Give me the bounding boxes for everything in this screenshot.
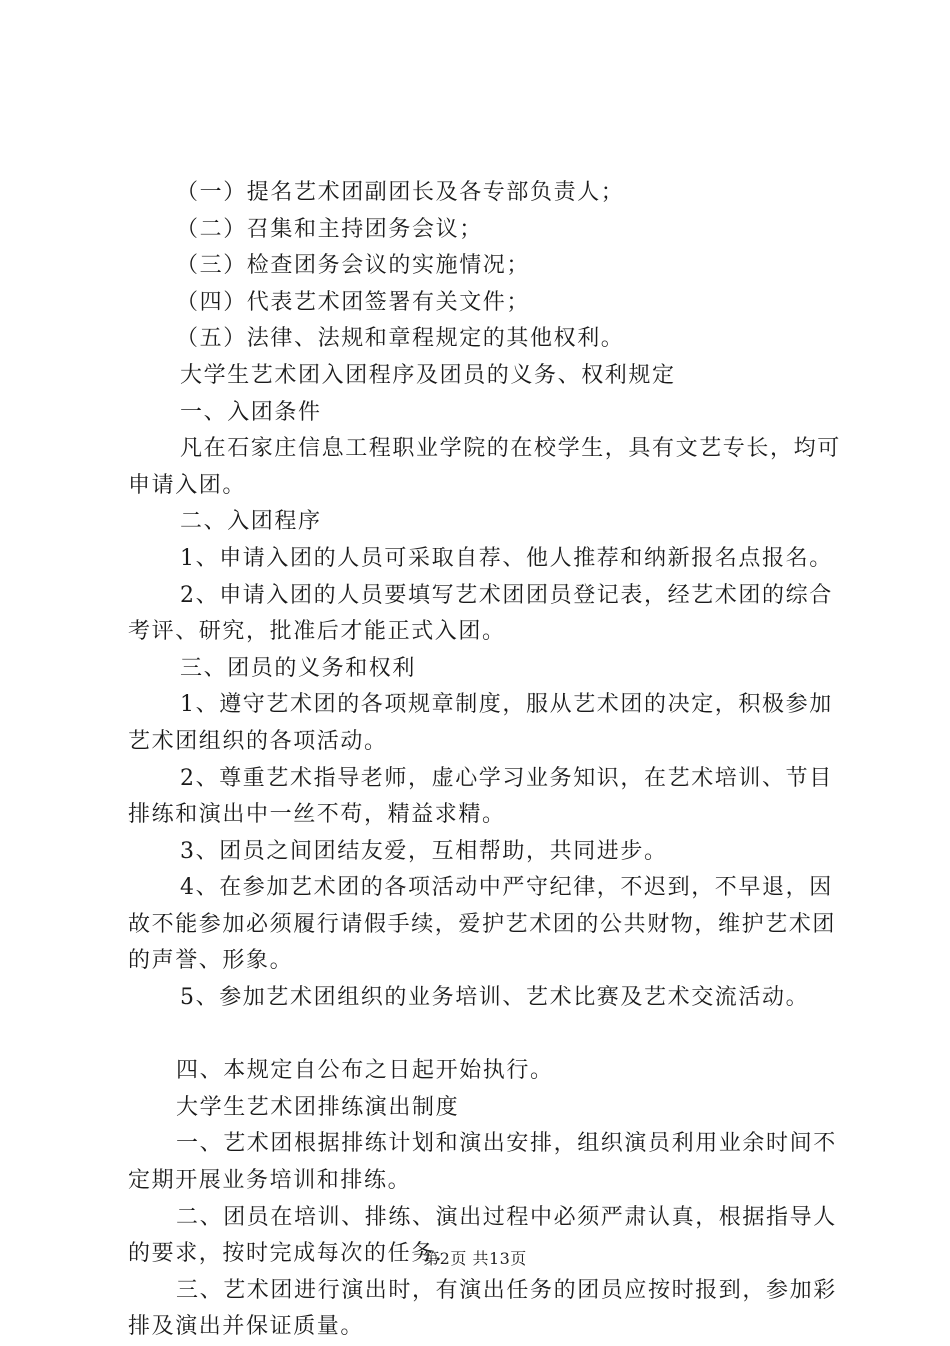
paragraph-duty-5: 5、参加艺术团组织的业务培训、艺术比赛及艺术交流活动。: [180, 985, 810, 1011]
section-heading-rehearsal: 大学生艺术团排练演出制度: [176, 1094, 460, 1120]
section-heading-admission: 大学生艺术团入团程序及团员的义务、权利规定: [180, 362, 676, 388]
paragraph-heading-duties: 三、团员的义务和权利: [180, 655, 417, 681]
paragraph-duty-4: 4、在参加艺术团的各项活动中严守纪律，不迟到，不早退，因故不能参加必须履行请假手续，爱护艺术团的公共财物，维护艺术团的声誉、形象。: [128, 875, 837, 974]
document-body: [128, 175, 853, 1346]
paragraph-item-4: （四）代表艺术团签署有关文件；: [176, 289, 531, 315]
paragraph-duty-3: 3、团员之间团结友爱，互相帮助，共同进步。: [180, 838, 668, 864]
paragraph-rehearsal-1: 一、艺术团根据排练计划和演出安排，组织演员利用业余时间不定期开展业务培训和排练。: [128, 1131, 837, 1194]
paragraph-item-1: （一）提名艺术团副团长及各专部负责人；: [176, 180, 625, 205]
paragraph-duty-2: 2、尊重艺术指导老师，虚心学习业务知识，在艺术培训、节目排练和演出中一丝不苟，精益求精。: [128, 765, 833, 828]
paragraph-item-3: （三）检查团务会议的实施情况；: [176, 253, 531, 279]
page-number-footer: 第2页 共13页: [423, 1249, 527, 1268]
paragraph-heading-conditions: 一、入团条件: [180, 399, 322, 425]
paragraph-item-5: （五）法律、法规和章程规定的其他权利。: [176, 326, 625, 352]
paragraph-conditions: 凡在石家庄信息工程职业学院的在校学生，具有文艺专长，均可申请入团。: [128, 436, 841, 498]
blank-line: [128, 1017, 853, 1054]
paragraph-procedure-2: 2、申请入团的人员要填写艺术团团员登记表，经艺术团的综合考评、研究，批准后才能正式入团。: [128, 582, 833, 645]
paragraph-item-2: （二）召集和主持团务会议；: [176, 216, 483, 242]
paragraph-heading-procedure: 二、入团程序: [180, 509, 322, 535]
paragraph-procedure-1: 1、申请入团的人员可采取自荐、他人推荐和纳新报名点报名。: [180, 545, 833, 571]
paragraph-rehearsal-2: 二、团员在培训、排练、演出过程中必须严肃认真，根据指导人的要求，按时完成每次的任务.: [128, 1204, 837, 1267]
paragraph-effective-date: 四、本规定自公布之日起开始执行。: [176, 1058, 554, 1084]
paragraph-rehearsal-3: 三、艺术团进行演出时，有演出任务的团员应按时报到，参加彩排及演出并保证质量。: [128, 1277, 837, 1340]
paragraph-duty-1: 1、遵守艺术团的各项规章制度，服从艺术团的决定，积极参加艺术团组织的各项活动。: [128, 692, 833, 754]
